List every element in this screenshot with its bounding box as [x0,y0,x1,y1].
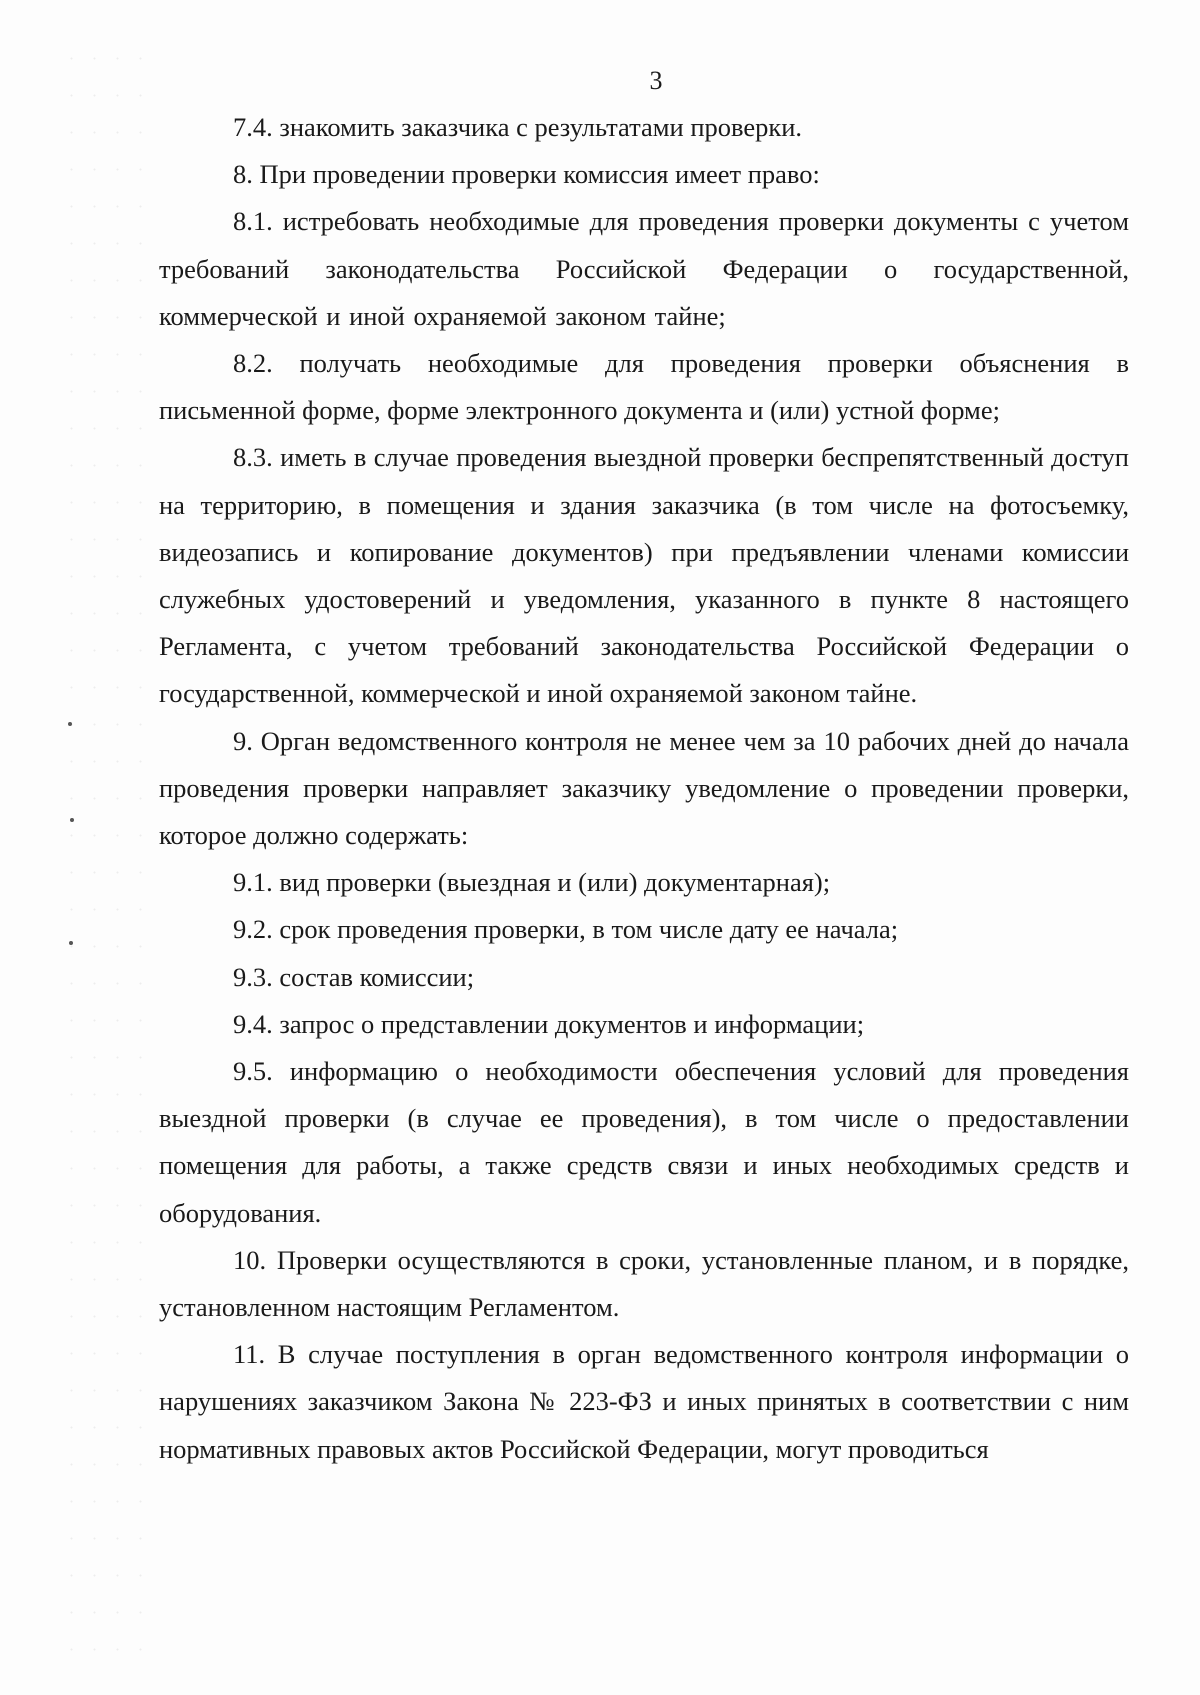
paragraph-7-4: 7.4. знакомить заказчика с результатами проверки. [233,112,803,142]
document-body [159,104,1129,1473]
paragraph-9-3: 9.3. состав комиссии; [233,961,475,992]
paragraph-9-4: 9.4. запрос о представлении документов и информации; [233,1008,865,1039]
paragraph-8-3: 8.3. иметь в случае проведения выездной проверки беспрепятственный доступ на территорию, в помещения и здания заказчика (в том числе на фотосъемку, видеозапись и копирование документов) при предъявлении членами комиссии служебных удостоверений и уведомления, указанного в пункте 8 настоящего Регламента, с учетом требований законодательства Российской Федерации о государственной, коммерческой и иной охраняемой законом тайне. [159,442,1129,709]
scan-speck [68,722,72,726]
scan-noise [60,40,150,1680]
paragraph-11: 11. В случае поступления в орган ведомственного контроля информации о нарушениях заказчиком Закона № 223-ФЗ и иных принятых в соответствии с ним нормативных правовых актов Российской Федерации, могут проводиться [159,1339,1129,1464]
paragraph-8-1: 8.1. истребовать необходимые для проведения проверки документы с учетом требований законодательства Российской Федерации о государственной, коммерческой и иной охраняемой законом тайне; [159,206,1129,331]
scan-speck [69,941,73,945]
page-number: 3 [649,66,663,95]
paragraph-9-2: 9.2. срок проведения проверки, в том числе дату ее начала; [233,914,899,945]
paragraph-8: 8. При проведении проверки комиссия имеет право: [233,159,820,190]
paragraph-10: 10. Проверки осуществляются в сроки, установленные планом, и в порядке, установленном настоящим Регламентом. [159,1244,1129,1323]
paragraph-9-1: 9.1. вид проверки (выездная и (или) документарная); [233,867,831,898]
scan-speck [70,818,74,822]
paragraph-8-2: 8.2. получать необходимые для проведения проверки объяснения в письменной форме, форме электронного документа и (или) устной форме; [159,348,1129,426]
paragraph-9: 9. Орган ведомственного контроля не менее чем за 10 рабочих дней до начала проведения проверки направляет заказчику уведомление о проведении проверки, которое должно содержать: [159,725,1129,851]
paragraph-9-5: 9.5. информацию о необходимости обеспечения условий для проведения выездной проверки (в случае ее проведения), в том числе о предоставлении помещения для работы, а также средств связи и иных необходимых средств и оборудования. [159,1056,1129,1228]
